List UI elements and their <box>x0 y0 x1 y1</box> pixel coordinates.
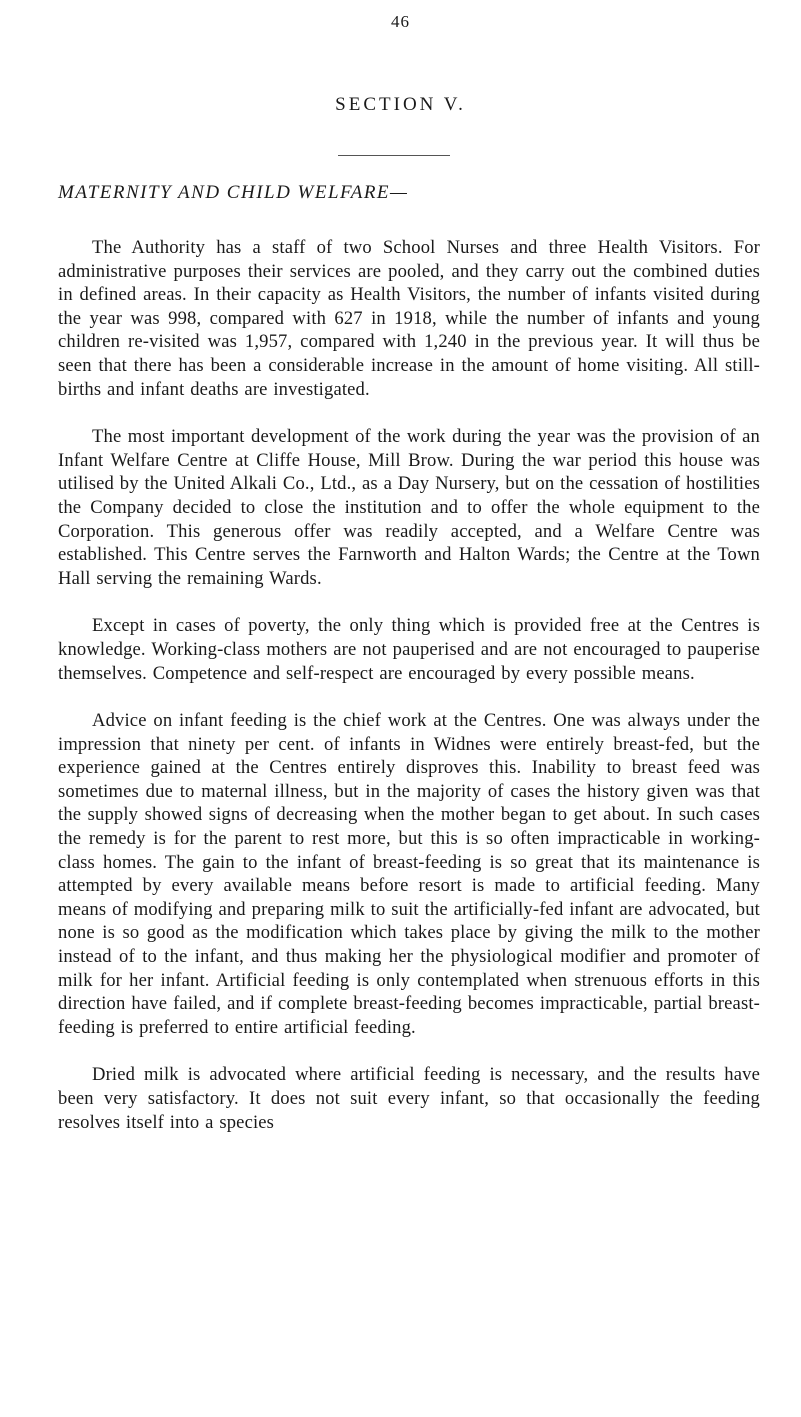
paragraph: The Authority has a staff of two School Nurses and three Health Visitors. For administrative purposes their services are pooled, and they carry out the combined duties in defined areas. In their capacity as Health Visitors, the number of infants visited during the year was 998, compared with 627 in 1918, while the number of infants and young children re-visited was 1,957, compared with 1,240 in the previous year. It will thus be seen that there has been a considerable increase in the amount of home visiting. All still-births and infant deaths are investigated. <box>58 237 760 400</box>
page-number: 46 <box>391 12 410 31</box>
paragraph: Except in cases of poverty, the only thing which is provided free at the Centres is knowledge. Working-class mothers are not pauperised and are not encouraged to pauperise themselves. Competence and self-respect are encouraged by every possible means. <box>58 615 760 684</box>
section-divider <box>338 155 450 156</box>
section-heading: MATERNITY AND CHILD WELFARE— <box>58 182 409 203</box>
paragraph: The most important development of the work during the year was the provision of an Infant Welfare Centre at Cliffe House, Mill Brow. During the war period this house was utilised by the United Alkali Co., Ltd., as a Day Nursery, but on the cessation of hostilities the Company decided to close the institution and to offer the whole equipment to the Corporation. This generous offer was readily accepted, and a Welfare Centre was established. This Centre serves the Farnworth and Halton Wards; the Centre at the Town Hall serving the remaining Wards. <box>58 426 760 589</box>
paragraph: Dried milk is advocated where artificial feeding is necessary, and the results have been very satisfactory. It does not suit every infant, so that occasionally the feeding resolves itself into a species <box>58 1064 760 1133</box>
body-text <box>58 236 760 1134</box>
section-title: SECTION V. <box>335 94 466 115</box>
paragraph: Advice on infant feeding is the chief work at the Centres. One was always under the impression that ninety per cent. of infants in Widnes were entirely breast-fed, but the experience gained at the Centres entirely disproves this. Inability to breast feed was sometimes due to maternal illness, but in the majority of cases the history given was that the supply showed signs of decreasing when the mother began to get about. In such cases the remedy is for the parent to rest more, but this is so often impracticable in working-class homes. The gain to the infant of breast-feeding is so great that its maintenance is attempted by every available means before resort is made to artificial feeding. Many means of modifying and preparing milk to suit the artificially-fed infant are advocated, but none is so good as the modification which takes place by giving the milk to the mother instead of to the infant, and thus making her the physiological modifier and promoter of milk for her infant. Artificial feeding is only contemplated when strenuous efforts in this direction have failed, and if complete breast-feeding becomes impracticable, partial breast-feeding is preferred to entire artificial feeding. <box>58 710 760 1038</box>
